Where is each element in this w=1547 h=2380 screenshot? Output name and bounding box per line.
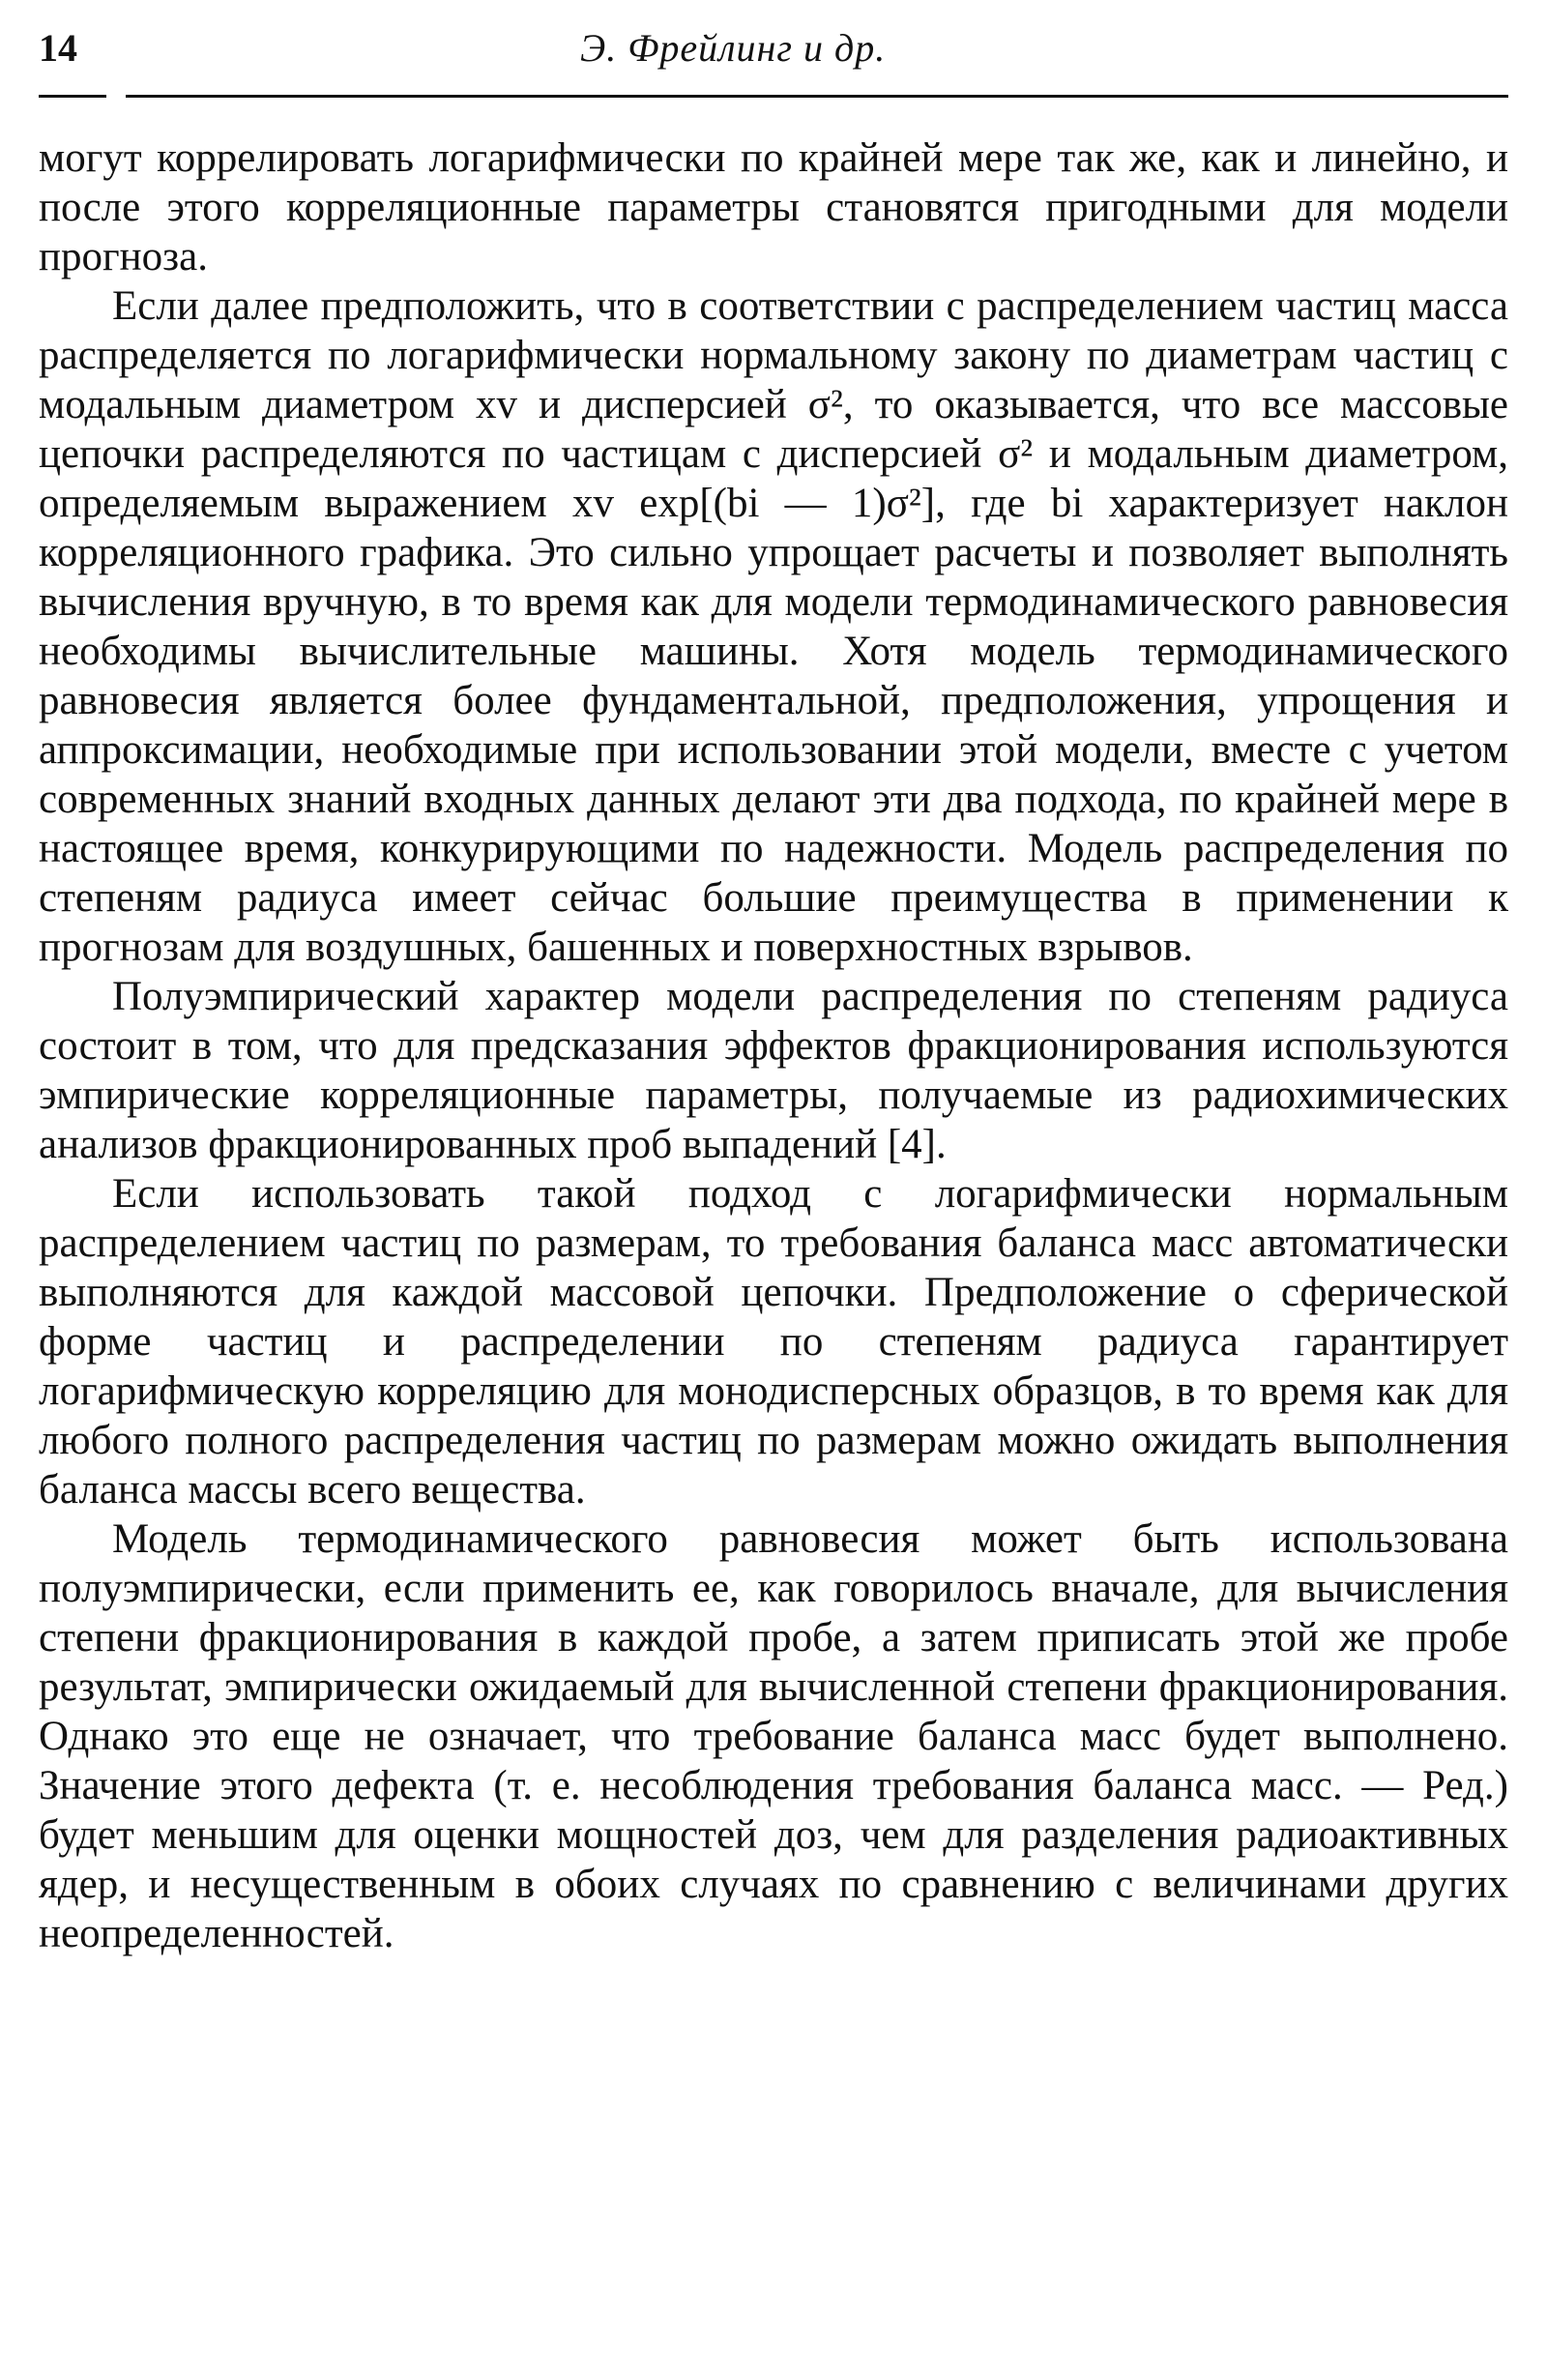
page-number: 14 (39, 26, 77, 70)
running-title: Э. Фрейлинг и др. (580, 26, 887, 70)
paragraph-1: могут коррелировать логарифмически по крайней мере так же, как и линейно, и после этого корреляционные параметры становятся пригодными для модели прогноза. (39, 135, 1508, 279)
paragraph-3: Полуэмпирический характер модели распределения по степеням радиуса состоит в том, что для предсказания эффектов фракционирования используются эмпирические корреляционные параметры, получаемые из радиохимических анализов фракционированных проб выпадений [4]. (39, 974, 1508, 1167)
book-page (39, 19, 1508, 2360)
paragraph-5: Модель термодинамического равновесия может быть использована полуэмпирически, если применить ее, как говорилось вначале, для вычисления степени фракционирования в каждой пробе, а затем приписать этой же пробе результат, эмпирически ожидаемый для вычисленной степени фракционирования. Однако это еще не означает, что требование баланса масс будет выполнено. Значение этого дефекта (т. е. несоблюдения требования баланса масс. — Ред.) будет меньшим для оценки мощностей доз, чем для разделения радиоактивных ядер, и несущественным в обоих случаях по сравнению с величинами других неопределенностей. (39, 1516, 1508, 1956)
header-rule-long (126, 95, 1508, 98)
paragraph-2: Если далее предположить, что в соответствии с распределением частиц масса распределяется по логарифмически нормальному закону по диаметрам частиц с модальным диаметром xv и дисперсией σ², то оказывается, что все массовые цепочки распределяются по частицам с дисперсией σ² и модальным диаметром, определяемым выражением xv exp[(bi — 1)σ²], где bi характеризует наклон корреляционного графика. Это сильно упрощает расчеты и позволяет выполнять вычисления вручную, в то время как для модели термодинамического равновесия необходимы вычислительные машины. Хотя модель термодинамического равновесия является более фундаментальной, предположения, упрощения и аппроксимации, необходимые при использовании этой модели, вместе с учетом современных знаний входных данных делают эти два подхода, по крайней мере в настоящее время, конкурирующими по надежности. Модель распределения по степеням радиуса имеет сейчас большие преимущества в применении к прогнозам для воздушных, башенных и поверхностных взрывов. (39, 283, 1508, 970)
body-text (39, 133, 1508, 1958)
running-head (39, 19, 1508, 116)
header-rule-short (39, 95, 106, 98)
paragraph-4: Если использовать такой подход с логарифмически нормальным распределением частиц по размерам, то требования баланса масс автоматически выполняются для каждой массовой цепочки. Предположение о сферической форме частиц и распределении по степеням радиуса гарантирует логарифмическую корреляцию для монодисперсных образцов, в то время как для любого полного распределения частиц по размерам можно ожидать выполнения баланса массы всего вещества. (39, 1171, 1508, 1513)
